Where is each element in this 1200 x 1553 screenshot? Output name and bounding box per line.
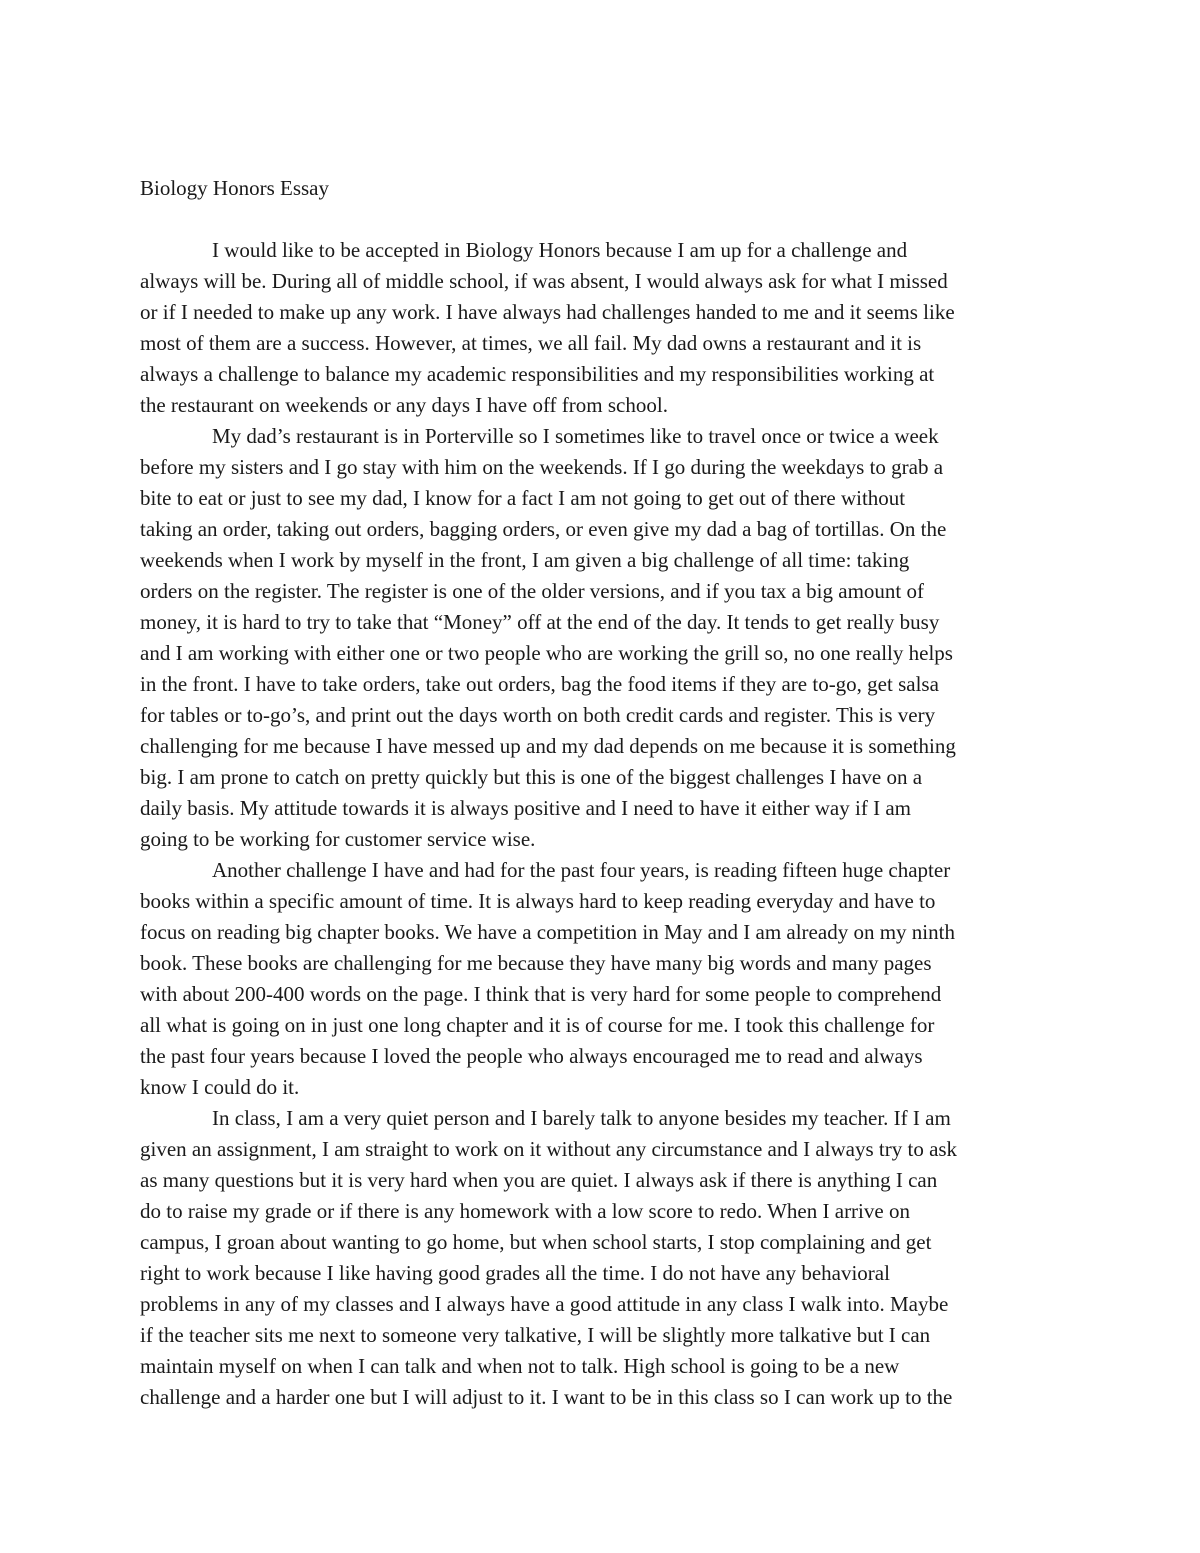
essay-line: My dad’s restaurant is in Porterville so I sometimes like to travel once or twice a week: [212, 424, 939, 448]
essay-line: problems in any of my classes and I always have a good attitude in any class I walk into. Maybe: [140, 1292, 949, 1316]
essay-line: In class, I am a very quiet person and I barely talk to anyone besides my teacher. If I am: [212, 1106, 951, 1130]
essay-line: book. These books are challenging for me because they have many big words and many pages: [140, 951, 932, 975]
essay-line: right to work because I like having good grades all the time. I do not have any behavioral: [140, 1261, 890, 1285]
essay-line: big. I am prone to catch on pretty quickly but this is one of the biggest challenges I have on a: [140, 765, 923, 789]
essay-line: if the teacher sits me next to someone very talkative, I will be slightly more talkative but I can: [140, 1323, 931, 1347]
document-title: Biology Honors Essay: [140, 176, 329, 200]
essay-line: all what is going on in just one long chapter and it is of course for me. I took this challenge for: [140, 1013, 935, 1037]
essay-line: the restaurant on weekends or any days I have off from school.: [140, 393, 668, 417]
essay-line: going to be working for customer service wise.: [140, 827, 536, 851]
essay-line: always will be. During all of middle school, if was absent, I would always ask for what I missed: [140, 269, 948, 293]
essay-line: most of them are a success. However, at times, we all fail. My dad owns a restaurant and it is: [140, 331, 922, 355]
essay-line: campus, I groan about wanting to go home, but when school starts, I stop complaining and get: [140, 1230, 932, 1254]
essay-line: always a challenge to balance my academic responsibilities and my responsibilities working at: [140, 362, 935, 386]
essay-line: books within a specific amount of time. It is always hard to keep reading everyday and have to: [140, 889, 936, 913]
essay-line: taking an order, taking out orders, bagging orders, or even give my dad a bag of tortillas. On the: [140, 517, 947, 541]
essay-line: challenge and a harder one but I will adjust to it. I want to be in this class so I can work up to the: [140, 1385, 953, 1409]
essay-line: money, it is hard to try to take that “Money” off at the end of the day. It tends to get really busy: [140, 610, 940, 634]
essay-line: know I could do it.: [140, 1075, 300, 1099]
essay-line: do to raise my grade or if there is any homework with a low score to redo. When I arrive on: [140, 1199, 910, 1223]
essay-line: and I am working with either one or two people who are working the grill so, no one really helps: [140, 641, 953, 665]
essay-line: for tables or to-go’s, and print out the days worth on both credit cards and register. This is very: [140, 703, 936, 727]
essay-line: weekends when I work by myself in the front, I am given a big challenge of all time: taking: [140, 548, 910, 572]
essay-line: in the front. I have to take orders, take out orders, bag the food items if they are to-go, get salsa: [140, 672, 939, 696]
essay-line: given an assignment, I am straight to work on it without any circumstance and I always try to ask: [140, 1137, 958, 1161]
essay-line: daily basis. My attitude towards it is always positive and I need to have it either way if I am: [140, 796, 911, 820]
essay-line: I would like to be accepted in Biology Honors because I am up for a challenge and: [212, 238, 908, 262]
essay-line: with about 200-400 words on the page. I think that is very hard for some people to comprehend: [140, 982, 942, 1006]
essay-line: Another challenge I have and had for the past four years, is reading fifteen huge chapter: [212, 858, 951, 882]
essay-line: challenging for me because I have messed up and my dad depends on me because it is something: [140, 734, 956, 758]
essay-line: before my sisters and I go stay with him on the weekends. If I go during the weekdays to grab a: [140, 455, 944, 479]
essay-line: as many questions but it is very hard when you are quiet. I always ask if there is anything I can: [140, 1168, 938, 1192]
essay-line: orders on the register. The register is one of the older versions, and if you tax a big amount of: [140, 579, 924, 603]
essay-line: focus on reading big chapter books. We have a competition in May and I am already on my ninth: [140, 920, 955, 944]
essay-line: bite to eat or just to see my dad, I know for a fact I am not going to get out of there without: [140, 486, 906, 510]
essay-line: the past four years because I loved the people who always encouraged me to read and always: [140, 1044, 923, 1068]
essay-body: [140, 235, 1080, 1413]
essay-line: maintain myself on when I can talk and when not to talk. High school is going to be a new: [140, 1354, 900, 1378]
essay-line: or if I needed to make up any work. I have always had challenges handed to me and it seems like: [140, 300, 955, 324]
